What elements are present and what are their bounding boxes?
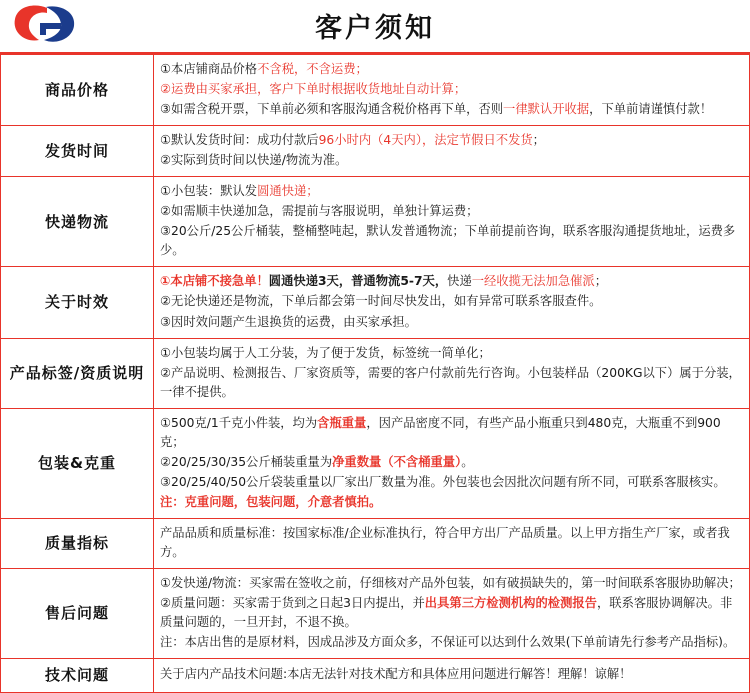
content-segment: 净重数量（不含桶重量） — [332, 454, 462, 469]
content-segment: ③如需含税开票，下单前必须和客服沟通含税价格再下单，否则 — [160, 102, 504, 117]
row-label: 商品价格 — [1, 55, 154, 126]
content-segment: 。 — [461, 454, 474, 469]
content-line — [160, 414, 743, 452]
content-segment: ①本店铺不接急单！ — [160, 274, 269, 289]
row-content — [154, 338, 750, 408]
notice-table-body — [1, 55, 750, 693]
content-segment: ①小包装均属于人工分装，为了便于发货，标签统一简单化； — [160, 345, 491, 360]
row-label: 产品标签/资质说明 — [1, 338, 154, 408]
content-segment: ①发快递/物流：买家需在签收之前，仔细核对产品外包装，如有破损缺失的，第一时间联系客服协助解决； — [160, 576, 741, 591]
content-line — [160, 493, 743, 512]
row-label: 快递物流 — [1, 177, 154, 267]
content-segment: ②如需顺丰快递加急，需提前与客服说明，单独计算运费； — [160, 204, 479, 219]
content-segment: 含瓶重量 — [317, 415, 367, 430]
table-row — [1, 177, 750, 267]
content-line — [160, 473, 743, 492]
content-segment: ①默认发货时间：成功付款后 — [160, 133, 319, 148]
content-line — [160, 633, 743, 652]
content-segment: ①本店铺商品价格 — [160, 62, 258, 76]
table-row — [1, 126, 750, 177]
content-line — [160, 453, 743, 472]
content-segment: ②20/25/30/35公斤桶装重量为 — [160, 454, 333, 469]
content-segment: 出具第三方检测机构的检测报告 — [424, 596, 597, 611]
content-segment: 注：本店出售的是原材料，因成品涉及方面众多，不保证可以达到什么效果(下单前请先行参考产品指标)。 — [160, 635, 736, 650]
content-segment: ②产品说明、检测报告、厂家资质等，需要的客户付款前先行咨询。小包装样品（200KG以下）属于分装，一律不提供。 — [160, 365, 741, 399]
content-segment: ②运费由买家承担，客户下单时根据收货地址自动计算； — [160, 82, 467, 97]
content-line — [160, 131, 743, 150]
page-title: 客户须知 — [315, 13, 435, 44]
content-segment: ②质量问题：买家需于货到之日起3日内提出，并 — [160, 596, 425, 611]
content-line — [160, 364, 743, 402]
content-segment: ③20公斤/25公斤桶装，整桶整吨起，默认发普通物流；下单前提前咨询，联系客服沟通提货地址，运费多少。 — [160, 224, 736, 258]
table-row — [1, 338, 750, 408]
row-content — [154, 518, 750, 568]
row-content — [154, 126, 750, 177]
table-row — [1, 55, 750, 126]
content-line — [160, 80, 743, 99]
content-line — [160, 202, 743, 221]
row-content — [154, 569, 750, 659]
content-segment: ，联系客服协调解决。非质量问题的，一旦开封，不退不换。 — [160, 596, 733, 630]
row-label: 发货时间 — [1, 126, 154, 177]
content-segment: ①500克/1千克小件装，均为 — [160, 415, 318, 430]
content-segment: ； — [532, 133, 545, 148]
content-segment: ，下单前请谨慎付款！ — [589, 102, 713, 117]
content-segment: 快递 — [447, 274, 472, 289]
content-segment: ②实际到货时间以快递/物流为准。 — [160, 153, 348, 168]
row-label: 关于时效 — [1, 267, 154, 338]
row-label: 包装&克重 — [1, 408, 154, 518]
content-line — [160, 574, 743, 593]
content-line — [160, 292, 743, 311]
content-line — [160, 100, 743, 119]
content-segment: ③因时效问题产生退换货的运费，由买家承担。 — [160, 314, 417, 329]
row-content — [154, 55, 750, 126]
table-row — [1, 518, 750, 568]
content-segment: ，因产品密度不同，有些产品小瓶重只到480克，大瓶重不到900克； — [160, 415, 721, 449]
content-segment: 注：克重问题，包装问题，介意者慎拍。 — [160, 494, 382, 509]
content-segment: ③20/25/40/50公斤袋装重量以厂家出厂数量为准。外包装也会因批次问题有所不同，可联系客服核实。 — [160, 474, 726, 489]
content-segment: 一律默认开收据 — [503, 102, 590, 117]
row-label: 质量指标 — [1, 518, 154, 568]
content-segment: ①小包装：默认发 — [160, 184, 258, 199]
row-content — [154, 659, 750, 693]
row-label: 技术问题 — [1, 659, 154, 693]
content-segment: 圆通快递3天，普通物流5-7天， — [268, 274, 448, 289]
table-row — [1, 408, 750, 518]
content-segment: 一经收揽无法加急催派 — [471, 274, 595, 289]
content-line — [160, 151, 743, 170]
table-row — [1, 569, 750, 659]
row-content — [154, 408, 750, 518]
table-row — [1, 659, 750, 693]
content-segment: ②无论快递还是物流，下单后都会第一时间尽快发出，如有异常可联系客服查件。 — [160, 294, 602, 309]
row-content — [154, 177, 750, 267]
content-segment: 不含税，不含运费； — [257, 62, 368, 76]
content-line — [160, 313, 743, 332]
content-segment: ； — [594, 274, 608, 289]
row-label: 售后问题 — [1, 569, 154, 659]
content-line — [160, 344, 743, 363]
table-row — [1, 267, 750, 338]
content-line — [160, 60, 743, 79]
content-line — [160, 594, 743, 632]
content-segment: 圆通快递； — [257, 184, 319, 199]
page-header — [0, 0, 750, 54]
content-segment: 关于店内产品技术问题:本店无法针对技术配方和具体应用问题进行解答！理解！谅解！ — [160, 667, 632, 682]
content-line — [160, 182, 743, 201]
content-segment: 96小时内（4天内），法定节假日不发货 — [318, 133, 533, 148]
row-content — [154, 267, 750, 338]
content-segment: 产品品质和质量标准：按国家标准/企业标准执行，符合甲方出厂产品质量。以上甲方指生产厂家，或者我方。 — [160, 525, 730, 559]
content-line — [160, 272, 743, 291]
content-line — [160, 524, 743, 562]
content-line — [160, 665, 743, 684]
content-line — [160, 222, 743, 260]
notice-table — [0, 54, 750, 693]
